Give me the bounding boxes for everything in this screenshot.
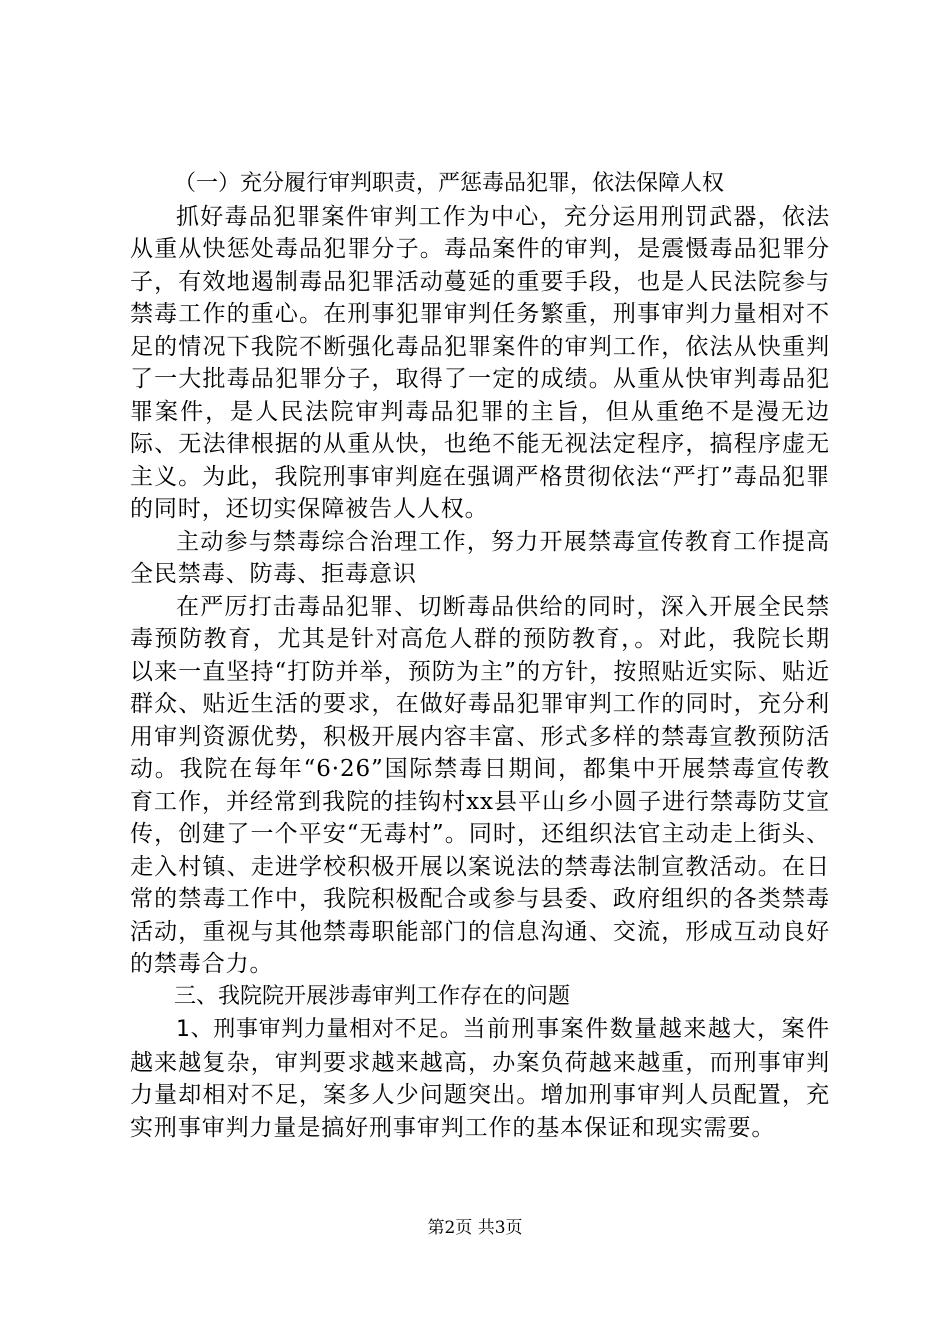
section-heading: 三、我院院开展涉毒审判工作存在的问题 xyxy=(174,983,571,1009)
body-paragraph: 在严厉打击毒品犯罪、切断毒品供给的同时，深入开展全民禁毒预防教育，尤其是针对高危人群的预防教育，。对此，我院长期以来一直坚持“打防并举，预防为主”的方针，按照贴近实际、贴近群众、贴近生活的要求，在做好毒品犯罪审判工作的同时，充分利用审判资源优势，积极开展内容丰富、形式多样的禁毒宣教预防活动。我院在每年“6·26”国际禁毒日期间，都集中开展禁毒宣传教育工作，并经常到我院的挂钩村xx县平山乡小圆子进行禁毒防艾宣传，创建了一个平安“无毒村”。同时，还组织法官主动走上街头、走入村镇、走进学校积极开展以案说法的禁毒法制宣教活动。在日常的禁毒工作中，我院积极配合或参与县委、政府组织的各类禁毒活动，重视与其他禁毒职能部门的信息沟通、交流，形成互动良好的禁毒合力。 xyxy=(130,593,830,977)
paragraph-body: 当前刑事案件数量越来越大，案件越来越复杂，审判要求越来越高，办案负荷越来越重，而刑事审判力量却相对不足，案多人少问题突出。增加刑事审判人员配置，充实刑事审判力量是搞好刑事审判工作的基本保证和现实需要。 xyxy=(130,1016,831,1141)
section-heading: （一）充分履行审判职责，严惩毒品犯罪，依法保障人权 xyxy=(174,171,725,196)
document-page xyxy=(130,168,830,1144)
body-paragraph: 抓好毒品犯罪案件审判工作为中心，充分运用刑罚武器，依法从重从快惩处毒品犯罪分子。毒品案件的审判，是震慑毒品犯罪分子，有效地遏制毒品犯罪活动蔓延的重要手段，也是人民法院参与禁毒工作的重心。在刑事犯罪审判任务繁重，刑事审判力量相对不足的情况下我院不断强化毒品犯罪案件的审判工作，依法从快重判了一大批毒品犯罪分子，取得了一定的成绩。从重从快审判毒品犯罪案件，是人民法院审判毒品犯罪的主旨，但从重绝不是漫无边际、无法律根据的从重从快，也绝不能无视法定程序，搞程序虚无主义。为此，我院刑事审判庭在强调严格贯彻依法“严打”毒品犯罪的同时，还切实保障被告人人权。 xyxy=(130,203,830,522)
paragraph-lead: 1、刑事审判力量相对不足。 xyxy=(176,1017,463,1042)
body-paragraph xyxy=(130,1013,830,1144)
page-footer: 第2页 共3页 xyxy=(427,1218,523,1238)
body-paragraph: 主动参与禁毒综合治理工作，努力开展禁毒宣传教育工作提高全民禁毒、防毒、拒毒意识 xyxy=(130,528,830,587)
